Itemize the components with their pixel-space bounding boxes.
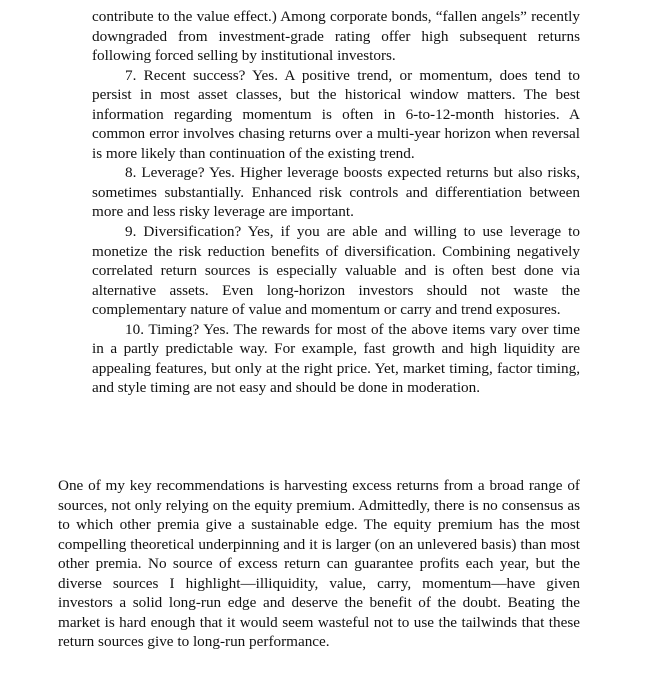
indented-list-block	[92, 7, 580, 398]
closing-paragraph: One of my key recommendations is harvesting excess returns from a broad range of sources, not only relying on the equity premium. Admittedly, there is no consensus as to which other premia give a sustainable edge. The equity premium has the most compelling theoretical underpinning and it is larger (on an unlevered basis) than most other premia. No source of excess return can guarantee profits each year, but the diverse sources I highlight—illiquidity, value, carry, momentum—have given investors a solid long-run edge and deserve the benefit of the doubt. Beating the market is hard enough that it would seem wasteful not to use the tailwinds that these return sources give to long-run performance.	[58, 477, 580, 651]
list-item-8: 8. Leverage? Yes. Higher leverage boosts expected returns but also risks, sometimes substantially. Enhanced risk controls and differentiation between more and less risky leverage are important.	[92, 164, 580, 221]
list-item-9: 9. Diversification? Yes, if you are able and willing to use leverage to monetize the risk reduction benefits of diversification. Combining negatively correlated return sources is especially valuable and is often best done via alternative assets. Even long-horizon investors should not waste the complementary nature of value and momentum or carry and trend exposures.	[92, 223, 580, 319]
list-item-7: 7. Recent success? Yes. A positive trend, or momentum, does tend to persist in most asset classes, but the historical window matters. The best information regarding momentum is often in 6-to-12-month histories. A common error involves chasing returns over a multi-year horizon when reversal is more likely than continuation of the existing trend.	[92, 66, 580, 162]
closing-paragraph-block	[58, 476, 580, 652]
continuation-paragraph: contribute to the value effect.) Among corporate bonds, “fallen angels” recently downgraded from investment-grade rating offer high subsequent returns following forced selling by institutional investors.	[92, 8, 580, 65]
list-item-10: 10. Timing? Yes. The rewards for most of the above items vary over time in a partly predictable way. For example, fast growth and high liquidity are appealing features, but only at the right price. Yet, market timing, factor timing, and style timing are not easy and should be done in moderation.	[92, 320, 580, 397]
